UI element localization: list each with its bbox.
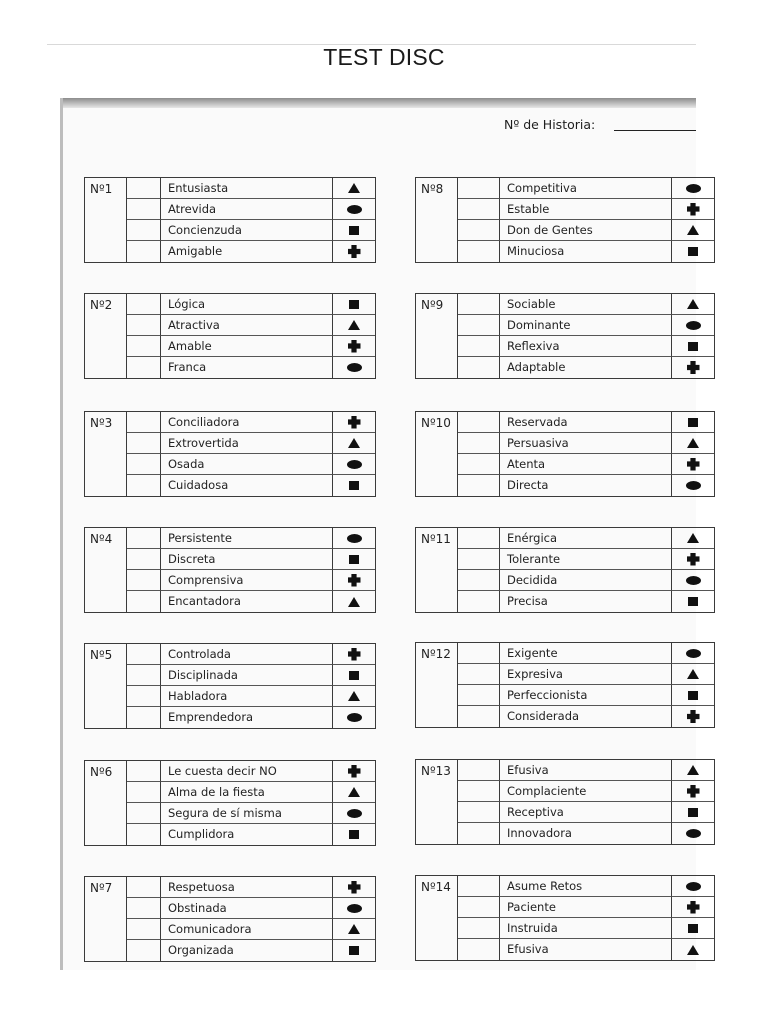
- trait-word: Lógica: [161, 294, 333, 315]
- answer-checkbox-cell[interactable]: [458, 823, 500, 844]
- symbol-cell: [672, 454, 714, 475]
- symbol-cell: [333, 294, 375, 315]
- trait-word: Habladora: [161, 686, 333, 707]
- oval-icon: [686, 576, 701, 585]
- answer-checkbox-cell[interactable]: [127, 454, 161, 475]
- trait-word: Atenta: [500, 454, 672, 475]
- symbol-cell: [672, 939, 714, 960]
- block-number: Nº11: [416, 528, 458, 612]
- triangle-icon: [687, 438, 699, 448]
- answer-checkbox-cell[interactable]: [127, 898, 161, 919]
- answer-checkbox-cell[interactable]: [127, 919, 161, 940]
- block-number: Nº2: [85, 294, 127, 378]
- trait-word: Atrevida: [161, 199, 333, 220]
- answer-checkbox-cell[interactable]: [458, 178, 500, 199]
- square-icon: [688, 597, 698, 606]
- historia-label: Nº de Historia:: [504, 117, 596, 132]
- disc-block: [84, 876, 376, 962]
- square-icon: [688, 924, 698, 933]
- trait-word: Extrovertida: [161, 433, 333, 454]
- oval-icon: [686, 649, 701, 658]
- triangle-icon: [348, 597, 360, 607]
- trait-word: Alma de la fiesta: [161, 782, 333, 803]
- answer-checkbox-cell[interactable]: [458, 760, 500, 781]
- trait-word: Controlada: [161, 644, 333, 665]
- symbol-cell: [333, 665, 375, 686]
- block-number: Nº8: [416, 178, 458, 262]
- symbol-cell: [672, 412, 714, 433]
- trait-word: Dominante: [500, 315, 672, 336]
- trait-word: Comunicadora: [161, 919, 333, 940]
- answer-checkbox-cell[interactable]: [127, 528, 161, 549]
- trait-word: Efusiva: [500, 939, 672, 960]
- answer-checkbox-cell[interactable]: [458, 918, 500, 939]
- answer-checkbox-cell[interactable]: [127, 782, 161, 803]
- oval-icon: [347, 534, 362, 543]
- answer-checkbox-cell[interactable]: [458, 475, 500, 496]
- symbol-cell: [672, 643, 714, 664]
- disc-block: [84, 760, 376, 846]
- answer-checkbox-cell[interactable]: [127, 315, 161, 336]
- triangle-icon: [687, 299, 699, 309]
- answer-checkbox-cell[interactable]: [127, 549, 161, 570]
- block-number: Nº9: [416, 294, 458, 378]
- square-icon: [349, 481, 359, 490]
- trait-word: Minuciosa: [500, 241, 672, 262]
- answer-checkbox-cell[interactable]: [458, 241, 500, 262]
- answer-checkbox-cell[interactable]: [458, 685, 500, 706]
- symbol-cell: [333, 644, 375, 665]
- answer-checkbox-cell[interactable]: [458, 412, 500, 433]
- symbol-cell: [672, 475, 714, 496]
- symbol-cell: [333, 178, 375, 199]
- symbol-cell: [672, 220, 714, 241]
- answer-checkbox-cell[interactable]: [458, 664, 500, 685]
- scan-shadow-left: [60, 98, 63, 970]
- symbol-cell: [333, 241, 375, 262]
- oval-icon: [686, 481, 701, 490]
- answer-checkbox-cell[interactable]: [127, 336, 161, 357]
- cross-icon: [348, 340, 361, 353]
- answer-checkbox-cell[interactable]: [127, 707, 161, 728]
- cross-icon: [687, 785, 700, 798]
- trait-word: Exigente: [500, 643, 672, 664]
- answer-checkbox-cell[interactable]: [458, 220, 500, 241]
- disc-block: [415, 177, 715, 263]
- cross-icon: [348, 765, 361, 778]
- block-number: Nº4: [85, 528, 127, 612]
- cross-icon: [687, 901, 700, 914]
- symbol-cell: [672, 685, 714, 706]
- cross-icon: [687, 458, 700, 471]
- trait-word: Expresiva: [500, 664, 672, 685]
- symbol-cell: [333, 220, 375, 241]
- cross-icon: [348, 881, 361, 894]
- trait-word: Osada: [161, 454, 333, 475]
- answer-checkbox-cell[interactable]: [127, 877, 161, 898]
- symbol-cell: [333, 454, 375, 475]
- trait-word: Sociable: [500, 294, 672, 315]
- symbol-cell: [333, 315, 375, 336]
- trait-word: Conciliadora: [161, 412, 333, 433]
- symbol-cell: [672, 178, 714, 199]
- answer-checkbox-cell[interactable]: [458, 357, 500, 378]
- square-icon: [688, 342, 698, 351]
- square-icon: [349, 830, 359, 839]
- answer-checkbox-cell[interactable]: [127, 761, 161, 782]
- triangle-icon: [348, 438, 360, 448]
- triangle-icon: [687, 533, 699, 543]
- symbol-cell: [672, 199, 714, 220]
- trait-word: Comprensiva: [161, 570, 333, 591]
- answer-checkbox-cell[interactable]: [458, 528, 500, 549]
- trait-word: Directa: [500, 475, 672, 496]
- cross-icon: [348, 416, 361, 429]
- triangle-icon: [687, 945, 699, 955]
- oval-icon: [347, 363, 362, 372]
- answer-checkbox-cell[interactable]: [127, 241, 161, 262]
- symbol-cell: [672, 760, 714, 781]
- symbol-cell: [672, 591, 714, 612]
- block-number: Nº7: [85, 877, 127, 961]
- disc-block: [84, 411, 376, 497]
- answer-checkbox-cell[interactable]: [458, 433, 500, 454]
- answer-checkbox-cell[interactable]: [127, 803, 161, 824]
- square-icon: [349, 555, 359, 564]
- symbol-cell: [672, 357, 714, 378]
- trait-word: Persistente: [161, 528, 333, 549]
- symbol-cell: [333, 877, 375, 898]
- disc-block: [84, 293, 376, 379]
- trait-word: Complaciente: [500, 781, 672, 802]
- answer-checkbox-cell[interactable]: [458, 336, 500, 357]
- disc-block: [84, 527, 376, 613]
- symbol-cell: [672, 706, 714, 727]
- cross-icon: [687, 203, 700, 216]
- square-icon: [688, 418, 698, 427]
- trait-word: Innovadora: [500, 823, 672, 844]
- page-title: TEST DISC: [323, 44, 445, 70]
- answer-checkbox-cell[interactable]: [458, 897, 500, 918]
- scan-shadow-top: [60, 98, 696, 108]
- trait-word: Efusiva: [500, 760, 672, 781]
- symbol-cell: [333, 412, 375, 433]
- symbol-cell: [672, 897, 714, 918]
- disc-block: [415, 642, 715, 728]
- trait-word: Competitiva: [500, 178, 672, 199]
- symbol-cell: [672, 802, 714, 823]
- symbol-cell: [333, 591, 375, 612]
- square-icon: [688, 247, 698, 256]
- square-icon: [688, 691, 698, 700]
- trait-word: Precisa: [500, 591, 672, 612]
- trait-word: Reflexiva: [500, 336, 672, 357]
- block-number: Nº12: [416, 643, 458, 727]
- symbol-cell: [333, 761, 375, 782]
- oval-icon: [347, 713, 362, 722]
- answer-checkbox-cell[interactable]: [458, 199, 500, 220]
- block-number: Nº1: [85, 178, 127, 262]
- block-number: Nº5: [85, 644, 127, 728]
- cross-icon: [687, 553, 700, 566]
- answer-checkbox-cell[interactable]: [458, 939, 500, 960]
- triangle-icon: [687, 669, 699, 679]
- symbol-cell: [333, 357, 375, 378]
- cross-icon: [348, 648, 361, 661]
- trait-word: Enérgica: [500, 528, 672, 549]
- answer-checkbox-cell[interactable]: [127, 357, 161, 378]
- symbol-cell: [333, 199, 375, 220]
- trait-word: Considerada: [500, 706, 672, 727]
- square-icon: [349, 300, 359, 309]
- answer-checkbox-cell[interactable]: [127, 294, 161, 315]
- answer-checkbox-cell[interactable]: [458, 643, 500, 664]
- oval-icon: [347, 809, 362, 818]
- symbol-cell: [672, 433, 714, 454]
- oval-icon: [347, 904, 362, 913]
- symbol-cell: [333, 570, 375, 591]
- trait-word: Reservada: [500, 412, 672, 433]
- symbol-cell: [333, 549, 375, 570]
- trait-word: Tolerante: [500, 549, 672, 570]
- square-icon: [349, 671, 359, 680]
- trait-word: Asume Retos: [500, 876, 672, 897]
- triangle-icon: [687, 225, 699, 235]
- cross-icon: [687, 710, 700, 723]
- answer-checkbox-cell[interactable]: [127, 412, 161, 433]
- disc-block: [415, 759, 715, 845]
- disc-block: [415, 527, 715, 613]
- symbol-cell: [333, 475, 375, 496]
- cross-icon: [348, 574, 361, 587]
- triangle-icon: [348, 924, 360, 934]
- disc-block: [84, 177, 376, 263]
- block-number: Nº3: [85, 412, 127, 496]
- symbol-cell: [672, 294, 714, 315]
- trait-word: Encantadora: [161, 591, 333, 612]
- oval-icon: [686, 321, 701, 330]
- block-number: Nº13: [416, 760, 458, 844]
- answer-checkbox-cell[interactable]: [458, 781, 500, 802]
- trait-word: Le cuesta decir NO: [161, 761, 333, 782]
- symbol-cell: [333, 824, 375, 845]
- symbol-cell: [672, 664, 714, 685]
- symbol-cell: [672, 528, 714, 549]
- trait-word: Disciplinada: [161, 665, 333, 686]
- trait-word: Discreta: [161, 549, 333, 570]
- trait-word: Organizada: [161, 940, 333, 961]
- symbol-cell: [672, 336, 714, 357]
- answer-checkbox-cell[interactable]: [127, 591, 161, 612]
- trait-word: Atractiva: [161, 315, 333, 336]
- trait-word: Cuidadosa: [161, 475, 333, 496]
- answer-checkbox-cell[interactable]: [127, 665, 161, 686]
- square-icon: [688, 808, 698, 817]
- answer-checkbox-cell[interactable]: [127, 475, 161, 496]
- trait-word: Amigable: [161, 241, 333, 262]
- answer-checkbox-cell[interactable]: [458, 876, 500, 897]
- trait-word: Persuasiva: [500, 433, 672, 454]
- symbol-cell: [333, 686, 375, 707]
- disc-block: [415, 875, 715, 961]
- triangle-icon: [348, 183, 360, 193]
- trait-word: Concienzuda: [161, 220, 333, 241]
- symbol-cell: [333, 940, 375, 961]
- answer-checkbox-cell[interactable]: [458, 591, 500, 612]
- historia-input-line[interactable]: [614, 130, 696, 131]
- answer-checkbox-cell[interactable]: [127, 686, 161, 707]
- answer-checkbox-cell[interactable]: [127, 220, 161, 241]
- disc-block: [415, 411, 715, 497]
- trait-word: Franca: [161, 357, 333, 378]
- oval-icon: [686, 829, 701, 838]
- trait-word: Cumplidora: [161, 824, 333, 845]
- oval-icon: [686, 184, 701, 193]
- symbol-cell: [333, 433, 375, 454]
- trait-word: Perfeccionista: [500, 685, 672, 706]
- disc-block: [84, 643, 376, 729]
- oval-icon: [347, 205, 362, 214]
- answer-checkbox-cell[interactable]: [127, 178, 161, 199]
- symbol-cell: [672, 549, 714, 570]
- answer-checkbox-cell[interactable]: [458, 549, 500, 570]
- answer-checkbox-cell[interactable]: [458, 454, 500, 475]
- answer-checkbox-cell[interactable]: [127, 433, 161, 454]
- triangle-icon: [348, 787, 360, 797]
- symbol-cell: [672, 876, 714, 897]
- trait-word: Instruida: [500, 918, 672, 939]
- block-number: Nº6: [85, 761, 127, 845]
- oval-icon: [347, 460, 362, 469]
- trait-word: Receptiva: [500, 802, 672, 823]
- symbol-cell: [333, 803, 375, 824]
- trait-word: Decidida: [500, 570, 672, 591]
- block-number: Nº10: [416, 412, 458, 496]
- answer-checkbox-cell[interactable]: [458, 802, 500, 823]
- trait-word: Don de Gentes: [500, 220, 672, 241]
- trait-word: Emprendedora: [161, 707, 333, 728]
- trait-word: Estable: [500, 199, 672, 220]
- answer-checkbox-cell[interactable]: [127, 644, 161, 665]
- triangle-icon: [348, 320, 360, 330]
- answer-checkbox-cell[interactable]: [127, 199, 161, 220]
- symbol-cell: [672, 781, 714, 802]
- symbol-cell: [672, 570, 714, 591]
- trait-word: Paciente: [500, 897, 672, 918]
- answer-checkbox-cell[interactable]: [458, 315, 500, 336]
- answer-checkbox-cell[interactable]: [127, 824, 161, 845]
- symbol-cell: [672, 315, 714, 336]
- answer-checkbox-cell[interactable]: [458, 570, 500, 591]
- triangle-icon: [687, 765, 699, 775]
- cross-icon: [687, 361, 700, 374]
- trait-word: Adaptable: [500, 357, 672, 378]
- symbol-cell: [333, 782, 375, 803]
- symbol-cell: [672, 241, 714, 262]
- symbol-cell: [333, 528, 375, 549]
- oval-icon: [686, 882, 701, 891]
- cross-icon: [348, 245, 361, 258]
- triangle-icon: [348, 691, 360, 701]
- symbol-cell: [333, 898, 375, 919]
- symbol-cell: [672, 823, 714, 844]
- answer-checkbox-cell[interactable]: [458, 294, 500, 315]
- trait-word: Segura de sí misma: [161, 803, 333, 824]
- answer-checkbox-cell[interactable]: [127, 940, 161, 961]
- disc-block: [415, 293, 715, 379]
- symbol-cell: [333, 336, 375, 357]
- symbol-cell: [333, 919, 375, 940]
- trait-word: Entusiasta: [161, 178, 333, 199]
- symbol-cell: [672, 918, 714, 939]
- trait-word: Respetuosa: [161, 877, 333, 898]
- answer-checkbox-cell[interactable]: [458, 706, 500, 727]
- trait-word: Amable: [161, 336, 333, 357]
- square-icon: [349, 226, 359, 235]
- answer-checkbox-cell[interactable]: [127, 570, 161, 591]
- trait-word: Obstinada: [161, 898, 333, 919]
- symbol-cell: [333, 707, 375, 728]
- block-number: Nº14: [416, 876, 458, 960]
- square-icon: [349, 946, 359, 955]
